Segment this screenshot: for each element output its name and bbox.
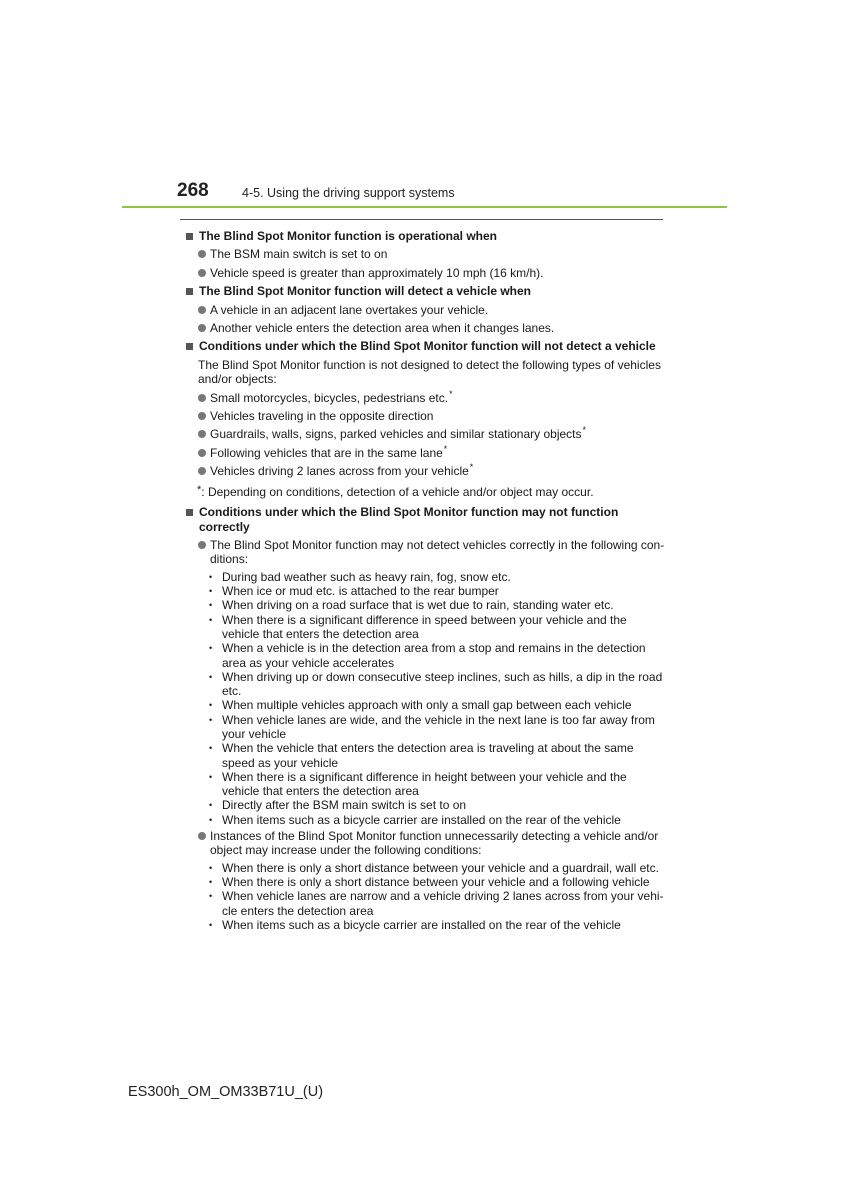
sublist-item-text: When there is only a short distance between your vehicle and a following vehicle xyxy=(222,875,650,890)
round-bullet-icon xyxy=(198,394,206,402)
sub-bullet-icon: • xyxy=(209,714,213,725)
sublist-item xyxy=(209,598,665,612)
sub-bullet-icon: • xyxy=(209,771,213,782)
list-item xyxy=(198,829,665,858)
heading-will-detect xyxy=(185,284,665,298)
list-item xyxy=(198,464,665,478)
footnote-mark: * xyxy=(443,443,448,454)
sublist-item-text: When driving on a road surface that is wet due to rain, standing water etc. xyxy=(222,598,614,613)
round-bullet-icon xyxy=(198,541,206,549)
footnote-mark: * xyxy=(469,462,474,473)
footnote-mark: * xyxy=(449,388,453,399)
sublist-item xyxy=(209,741,665,770)
sub-bullet-icon: • xyxy=(209,877,213,888)
list-item-text: Small motorcycles, bicycles, pedestrians etc. xyxy=(210,390,449,405)
sublist-item-text: When items such as a bicycle carrier are installed on the rear of the vehicle xyxy=(222,918,621,933)
sublist-item xyxy=(209,798,665,812)
list-item-text-wrap xyxy=(210,464,665,478)
sublist-item-text: When there is a significant difference in speed between your vehicle and the vehicle that enters the detection area xyxy=(222,612,627,641)
sublist-item xyxy=(209,698,665,712)
list-item xyxy=(198,266,665,280)
sublist-item xyxy=(209,641,665,670)
footer-code: ES300h_OM_OM33B71U_(U) xyxy=(128,1084,324,1100)
heading-text: The Blind Spot Monitor function will detect a vehicle when xyxy=(199,284,532,299)
round-bullet-icon xyxy=(198,306,206,314)
round-bullet-icon xyxy=(198,269,206,277)
list-item-text: Vehicles traveling in the opposite direction xyxy=(210,409,434,424)
content-top-rule xyxy=(180,219,663,220)
footnote-text: : Depending on conditions, detection of a vehicle and/or object may occur. xyxy=(201,484,594,499)
intro-paragraph: The Blind Spot Monitor function is not designed to detect the following types of vehicles and/or objects: xyxy=(198,357,661,387)
list-item-text-wrap xyxy=(210,443,665,460)
footnote-mark: * xyxy=(582,425,587,436)
sublist-item xyxy=(209,670,665,699)
sub-bullet-icon: • xyxy=(209,862,213,873)
sublist-item xyxy=(209,584,665,598)
sublist-item-text: When vehicle lanes are narrow and a vehicle driving 2 lanes across from your vehi-cle enters the detection area xyxy=(222,889,664,918)
round-bullet-icon xyxy=(198,832,206,840)
sub-bullet-icon: • xyxy=(209,614,213,625)
round-bullet-icon xyxy=(198,412,206,420)
round-bullet-icon xyxy=(198,324,206,332)
sublist-item xyxy=(209,875,665,889)
round-bullet-icon xyxy=(198,449,206,457)
list-item xyxy=(198,443,665,460)
page-content xyxy=(185,227,665,934)
sub-bullet-icon: • xyxy=(209,800,213,811)
square-bullet-icon xyxy=(186,343,193,350)
sub-bullet-icon: • xyxy=(209,643,213,654)
list-item-text: A vehicle in an adjacent lane overtakes your vehicle. xyxy=(210,302,489,317)
sublist-item-text: When the vehicle that enters the detection area is traveling at about the same speed as your vehicle xyxy=(222,741,634,770)
conditions-sublist xyxy=(209,570,665,827)
heading-operational xyxy=(185,229,665,243)
sub-bullet-icon: • xyxy=(209,571,213,582)
sublist-item xyxy=(209,861,665,875)
list-item xyxy=(198,388,665,405)
sub-bullet-icon: • xyxy=(209,891,213,902)
list-item-text: Vehicle speed is greater than approximately 10 mph (16 km/h). xyxy=(210,265,544,280)
list-item-text: Vehicles driving 2 lanes across from your vehicle xyxy=(210,464,469,479)
round-bullet-icon xyxy=(198,250,206,258)
sublist-item-text: When there is only a short distance between your vehicle and a guardrail, wall etc. xyxy=(222,860,659,875)
false-detection-sublist xyxy=(209,861,665,932)
sublist-item xyxy=(209,918,665,932)
sub-bullet-icon: • xyxy=(209,920,213,931)
footnote-mark: * xyxy=(197,483,202,496)
sublist-item-text: Directly after the BSM main switch is set to on xyxy=(222,798,467,813)
list-item-text: Another vehicle enters the detection area when it changes lanes. xyxy=(210,321,555,336)
list-item-text: Instances of the Blind Spot Monitor function unnecessarily detecting a vehicle and/or object may increase under the following conditions: xyxy=(210,829,659,858)
heading-text: Conditions under which the Blind Spot Monitor function will not detect a vehicle xyxy=(199,339,656,354)
list-item xyxy=(198,321,665,335)
list-item xyxy=(198,409,665,423)
footnote xyxy=(197,483,665,499)
sublist-item xyxy=(209,613,665,642)
sublist-item xyxy=(209,770,665,799)
sublist-item-text: When ice or mud etc. is attached to the rear bumper xyxy=(222,584,499,599)
sub-bullet-icon: • xyxy=(209,743,213,754)
list-item xyxy=(198,303,665,317)
page-number: 268 xyxy=(177,180,209,201)
list-item-text: Following vehicles that are in the same lane xyxy=(210,445,443,460)
heading-will-not-detect xyxy=(185,339,665,353)
square-bullet-icon xyxy=(186,233,193,240)
list-item xyxy=(198,247,665,261)
heading-text: The Blind Spot Monitor function is operational when xyxy=(199,229,497,243)
list-item xyxy=(198,427,665,441)
sub-bullet-icon: • xyxy=(209,586,213,597)
sub-bullet-icon: • xyxy=(209,600,213,611)
sublist-item xyxy=(209,570,665,584)
round-bullet-icon xyxy=(198,430,206,438)
heading-text: Conditions under which the Blind Spot Monitor function may not function correctly xyxy=(199,505,619,534)
sublist-item xyxy=(209,889,665,918)
list-item-text-wrap xyxy=(210,427,665,441)
sublist-item-text: When items such as a bicycle carrier are installed on the rear of the vehicle xyxy=(222,812,621,827)
sublist-item-text: During bad weather such as heavy rain, fog, snow etc. xyxy=(222,569,511,584)
header-green-rule xyxy=(122,206,727,208)
sub-bullet-icon: • xyxy=(209,700,213,711)
list-item xyxy=(198,538,665,567)
sublist-item-text: When driving up or down consecutive steep inclines, such as hills, a dip in the road etc. xyxy=(222,669,663,699)
sublist-item-text: When multiple vehicles approach with only a small gap between each vehicle xyxy=(222,698,632,713)
list-item-text: The Blind Spot Monitor function may not detect vehicles correctly in the following con-ditions: xyxy=(210,537,665,567)
sublist-item-text: When a vehicle is in the detection area from a stop and remains in the detection area as your vehicle accelerates xyxy=(222,641,646,670)
list-item-text: Guardrails, walls, signs, parked vehicles and similar stationary objects xyxy=(210,427,582,442)
round-bullet-icon xyxy=(198,467,206,475)
sublist-item xyxy=(209,813,665,827)
list-item-text-wrap xyxy=(210,388,665,405)
square-bullet-icon xyxy=(186,288,193,295)
sub-bullet-icon: • xyxy=(209,671,213,682)
list-item-text: The BSM main switch is set to on xyxy=(210,247,388,262)
square-bullet-icon xyxy=(186,509,193,516)
sublist-item xyxy=(209,713,665,742)
sublist-item-text: When there is a significant difference in height between your vehicle and the vehicle that enters the detection area xyxy=(222,769,627,799)
heading-may-not-function xyxy=(185,505,665,534)
sub-bullet-icon: • xyxy=(209,814,213,825)
section-title: 4-5. Using the driving support systems xyxy=(242,186,455,200)
sublist-item-text: When vehicle lanes are wide, and the vehicle in the next lane is too far away from your vehicle xyxy=(222,712,655,741)
